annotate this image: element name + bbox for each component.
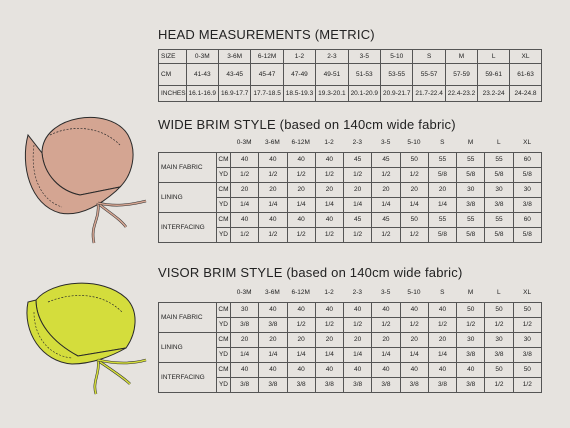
value-cell: 30 [485, 183, 513, 198]
value-cell: 3/8 [457, 348, 485, 363]
value-cell: 40 [315, 153, 343, 168]
value-cell: 40 [372, 363, 400, 378]
unit-cell: CM [216, 363, 230, 378]
table-row [159, 50, 542, 64]
size-header-cell: M [467, 289, 474, 296]
group-label: LINING [159, 333, 217, 363]
size-header-cell: 3-5 [380, 289, 391, 296]
value-cell: 24-24.8 [510, 86, 542, 102]
value-cell: 20 [230, 333, 258, 348]
value-cell: 1/4 [344, 348, 372, 363]
value-cell: 1/4 [287, 198, 315, 213]
value-cell: 20 [344, 333, 372, 348]
head-measurements-table [158, 49, 542, 102]
value-cell: 30 [457, 333, 485, 348]
value-cell: 1/2 [513, 318, 541, 333]
value-cell: 55 [457, 153, 485, 168]
value-cell: 1/2 [372, 318, 400, 333]
value-cell: 23.2-24 [478, 86, 510, 102]
visor-brim-size-header [0, 289, 570, 299]
group-label: INTERFACING [159, 213, 217, 243]
value-cell: 5/8 [485, 168, 513, 183]
value-cell: 1/4 [372, 348, 400, 363]
value-cell: 40 [287, 153, 315, 168]
value-cell: 40 [287, 363, 315, 378]
value-cell: 1/4 [428, 198, 456, 213]
size-header-cell: L [497, 139, 501, 146]
value-cell: 3/8 [287, 378, 315, 393]
table-row [159, 64, 542, 86]
value-cell: 1/2 [287, 228, 315, 243]
value-cell: 1/4 [230, 198, 258, 213]
value-cell: 50 [513, 363, 541, 378]
value-cell: 1/2 [315, 318, 343, 333]
size-header-cell: 0-3M [236, 289, 252, 296]
value-cell: 3/8 [259, 318, 287, 333]
value-cell: 45 [344, 213, 372, 228]
unit-cell: YD [216, 348, 230, 363]
value-cell: 1/2 [315, 228, 343, 243]
table-row [159, 183, 542, 198]
value-cell: 43-45 [218, 64, 250, 86]
size-cell: 3-6M [218, 50, 250, 64]
value-cell: 30 [513, 183, 541, 198]
value-cell: 41-43 [186, 64, 218, 86]
value-cell: 5/8 [457, 228, 485, 243]
size-header-cell: 2-3 [352, 289, 363, 296]
value-cell: 3/8 [485, 348, 513, 363]
size-label: SIZE [159, 50, 187, 64]
value-cell: 17.7-18.5 [251, 86, 283, 102]
value-cell: 50 [485, 363, 513, 378]
value-cell: 18.5-19.3 [283, 86, 315, 102]
value-cell: 21.7-22.4 [413, 86, 445, 102]
table-row [159, 303, 542, 318]
value-cell: 3/8 [457, 378, 485, 393]
value-cell: 1/2 [372, 228, 400, 243]
table-row [159, 363, 542, 378]
value-cell: 50 [457, 303, 485, 318]
wide-brim-table [158, 152, 542, 243]
table-row [159, 378, 542, 393]
value-cell: 20 [315, 333, 343, 348]
size-cell: S [413, 50, 445, 64]
value-cell: 55-57 [413, 64, 445, 86]
value-cell: 1/4 [400, 348, 428, 363]
value-cell: 1/4 [400, 198, 428, 213]
value-cell: 20 [287, 183, 315, 198]
table-row [159, 86, 542, 102]
table-row [159, 228, 542, 243]
size-cell: 3-5 [348, 50, 380, 64]
size-header-cell: XL [523, 139, 532, 146]
value-cell: 30 [513, 333, 541, 348]
size-header-cell: S [440, 139, 445, 146]
value-cell: 3/8 [457, 198, 485, 213]
value-cell: 20.9-21.7 [381, 86, 413, 102]
value-cell: 1/2 [230, 228, 258, 243]
value-cell: 1/2 [259, 168, 287, 183]
value-cell: 59-61 [478, 64, 510, 86]
group-label: INTERFACING [159, 363, 217, 393]
value-cell: 20.1-20.9 [348, 86, 380, 102]
value-cell: 40 [428, 363, 456, 378]
size-header-cell: 2-3 [352, 139, 363, 146]
value-cell: 1/2 [400, 228, 428, 243]
value-cell: 40 [457, 363, 485, 378]
value-cell: 49-51 [316, 64, 348, 86]
value-cell: 40 [344, 303, 372, 318]
value-cell: 1/2 [457, 318, 485, 333]
value-cell: 20 [287, 333, 315, 348]
size-cell: 5-10 [381, 50, 413, 64]
size-header-cell: XL [523, 289, 532, 296]
size-cell: 0-3M [186, 50, 218, 64]
value-cell: 40 [259, 213, 287, 228]
value-cell: 50 [400, 153, 428, 168]
value-cell: 1/2 [372, 168, 400, 183]
row-label: CM [159, 64, 187, 86]
value-cell: 1/4 [315, 348, 343, 363]
value-cell: 1/4 [344, 198, 372, 213]
value-cell: 19.3-20.1 [316, 86, 348, 102]
size-cell: 1-2 [283, 50, 315, 64]
size-header-cell: 3-6M [265, 139, 280, 146]
value-cell: 61-63 [510, 64, 542, 86]
value-cell: 53-55 [381, 64, 413, 86]
value-cell: 3/8 [315, 378, 343, 393]
size-header-cell: 5-10 [407, 139, 421, 146]
value-cell: 1/4 [287, 348, 315, 363]
value-cell: 1/2 [428, 318, 456, 333]
value-cell: 55 [457, 213, 485, 228]
value-cell: 1/2 [485, 378, 513, 393]
table-row [159, 333, 542, 348]
value-cell: 40 [315, 213, 343, 228]
value-cell: 3/8 [372, 378, 400, 393]
size-header-cell: 3-5 [380, 139, 391, 146]
value-cell: 20 [428, 183, 456, 198]
value-cell: 1/4 [259, 198, 287, 213]
value-cell: 1/4 [428, 348, 456, 363]
value-cell: 47-49 [283, 64, 315, 86]
value-cell: 1/2 [287, 168, 315, 183]
unit-cell: CM [216, 183, 230, 198]
table-row [159, 168, 542, 183]
value-cell: 40 [230, 153, 258, 168]
table-row [159, 213, 542, 228]
unit-cell: YD [216, 228, 230, 243]
value-cell: 40 [259, 153, 287, 168]
value-cell: 5/8 [457, 168, 485, 183]
group-label: LINING [159, 183, 217, 213]
value-cell: 16.9-17.7 [218, 86, 250, 102]
value-cell: 20 [344, 183, 372, 198]
size-cell: XL [510, 50, 542, 64]
value-cell: 40 [315, 303, 343, 318]
table-row [159, 318, 542, 333]
value-cell: 40 [400, 363, 428, 378]
size-cell: M [445, 50, 477, 64]
value-cell: 45-47 [251, 64, 283, 86]
size-header-cell: S [440, 289, 445, 296]
value-cell: 40 [230, 363, 258, 378]
value-cell: 40 [259, 363, 287, 378]
value-cell: 5/8 [485, 228, 513, 243]
group-label: MAIN FABRIC [159, 153, 217, 183]
unit-cell: CM [216, 333, 230, 348]
row-label: INCHES [159, 86, 187, 102]
value-cell: 45 [372, 213, 400, 228]
unit-cell: CM [216, 213, 230, 228]
value-cell: 1/2 [287, 318, 315, 333]
unit-cell: YD [216, 318, 230, 333]
unit-cell: CM [216, 153, 230, 168]
value-cell: 20 [400, 183, 428, 198]
size-header-cell: 6-12M [291, 289, 310, 296]
visor-brim-title: VISOR BRIM STYLE (based on 140cm wide fabric) [158, 265, 463, 280]
value-cell: 40 [372, 303, 400, 318]
value-cell: 40 [230, 213, 258, 228]
value-cell: 20 [400, 333, 428, 348]
size-header-cell: 5-10 [407, 289, 421, 296]
value-cell: 55 [428, 153, 456, 168]
value-cell: 3/8 [513, 198, 541, 213]
value-cell: 20 [372, 183, 400, 198]
value-cell: 45 [344, 153, 372, 168]
size-header-cell: 1-2 [324, 139, 334, 146]
value-cell: 3/8 [400, 378, 428, 393]
value-cell: 55 [428, 213, 456, 228]
size-header-cell: 3-6M [265, 289, 280, 296]
value-cell: 20 [259, 183, 287, 198]
value-cell: 20 [428, 333, 456, 348]
value-cell: 5/8 [513, 168, 541, 183]
value-cell: 3/8 [230, 378, 258, 393]
value-cell: 20 [259, 333, 287, 348]
value-cell: 5/8 [513, 228, 541, 243]
unit-cell: YD [216, 378, 230, 393]
group-label: MAIN FABRIC [159, 303, 217, 333]
value-cell: 1/4 [259, 348, 287, 363]
value-cell: 1/2 [344, 228, 372, 243]
value-cell: 1/2 [400, 168, 428, 183]
value-cell: 55 [485, 153, 513, 168]
head-measurements-title: HEAD MEASUREMENTS (METRIC) [158, 27, 375, 42]
value-cell: 20 [230, 183, 258, 198]
value-cell: 55 [485, 213, 513, 228]
value-cell: 3/8 [259, 378, 287, 393]
size-cell: 2-3 [316, 50, 348, 64]
value-cell: 40 [259, 303, 287, 318]
value-cell: 40 [428, 303, 456, 318]
value-cell: 1/2 [315, 168, 343, 183]
value-cell: 45 [372, 153, 400, 168]
value-cell: 51-53 [348, 64, 380, 86]
value-cell: 40 [315, 363, 343, 378]
value-cell: 1/2 [344, 168, 372, 183]
value-cell: 20 [372, 333, 400, 348]
value-cell: 57-59 [445, 64, 477, 86]
value-cell: 30 [457, 183, 485, 198]
size-header-cell: 0-3M [236, 139, 252, 146]
value-cell: 5/8 [428, 228, 456, 243]
unit-cell: CM [216, 303, 230, 318]
size-header-cell: 1-2 [324, 289, 334, 296]
value-cell: 3/8 [428, 378, 456, 393]
size-header-cell: L [497, 289, 501, 296]
table-row [159, 198, 542, 213]
size-header-cell: M [467, 139, 474, 146]
value-cell: 60 [513, 153, 541, 168]
unit-cell: YD [216, 168, 230, 183]
size-header-cell: 6-12M [291, 139, 310, 146]
unit-cell: YD [216, 198, 230, 213]
value-cell: 40 [287, 303, 315, 318]
visor-brim-table [158, 302, 542, 393]
value-cell: 3/8 [485, 198, 513, 213]
value-cell: 50 [485, 303, 513, 318]
value-cell: 50 [513, 303, 541, 318]
value-cell: 1/2 [344, 318, 372, 333]
wide-brim-hat-illustration [20, 95, 150, 245]
value-cell: 30 [485, 333, 513, 348]
value-cell: 1/4 [230, 348, 258, 363]
value-cell: 16.1-16.9 [186, 86, 218, 102]
value-cell: 1/2 [513, 378, 541, 393]
value-cell: 1/2 [400, 318, 428, 333]
value-cell: 30 [230, 303, 258, 318]
value-cell: 3/8 [230, 318, 258, 333]
value-cell: 40 [287, 213, 315, 228]
size-cell: 6-12M [251, 50, 283, 64]
value-cell: 60 [513, 213, 541, 228]
value-cell: 50 [400, 213, 428, 228]
value-cell: 1/4 [315, 198, 343, 213]
value-cell: 40 [400, 303, 428, 318]
value-cell: 1/2 [230, 168, 258, 183]
value-cell: 1/2 [259, 228, 287, 243]
value-cell: 3/8 [344, 378, 372, 393]
table-row [159, 153, 542, 168]
value-cell: 20 [315, 183, 343, 198]
value-cell: 5/8 [428, 168, 456, 183]
value-cell: 1/4 [372, 198, 400, 213]
wide-brim-title: WIDE BRIM STYLE (based on 140cm wide fabric) [158, 117, 456, 132]
value-cell: 1/2 [485, 318, 513, 333]
table-row [159, 348, 542, 363]
value-cell: 40 [344, 363, 372, 378]
value-cell: 22.4-23.2 [445, 86, 477, 102]
value-cell: 3/8 [513, 348, 541, 363]
size-cell: L [478, 50, 510, 64]
wide-brim-size-header [0, 139, 570, 149]
